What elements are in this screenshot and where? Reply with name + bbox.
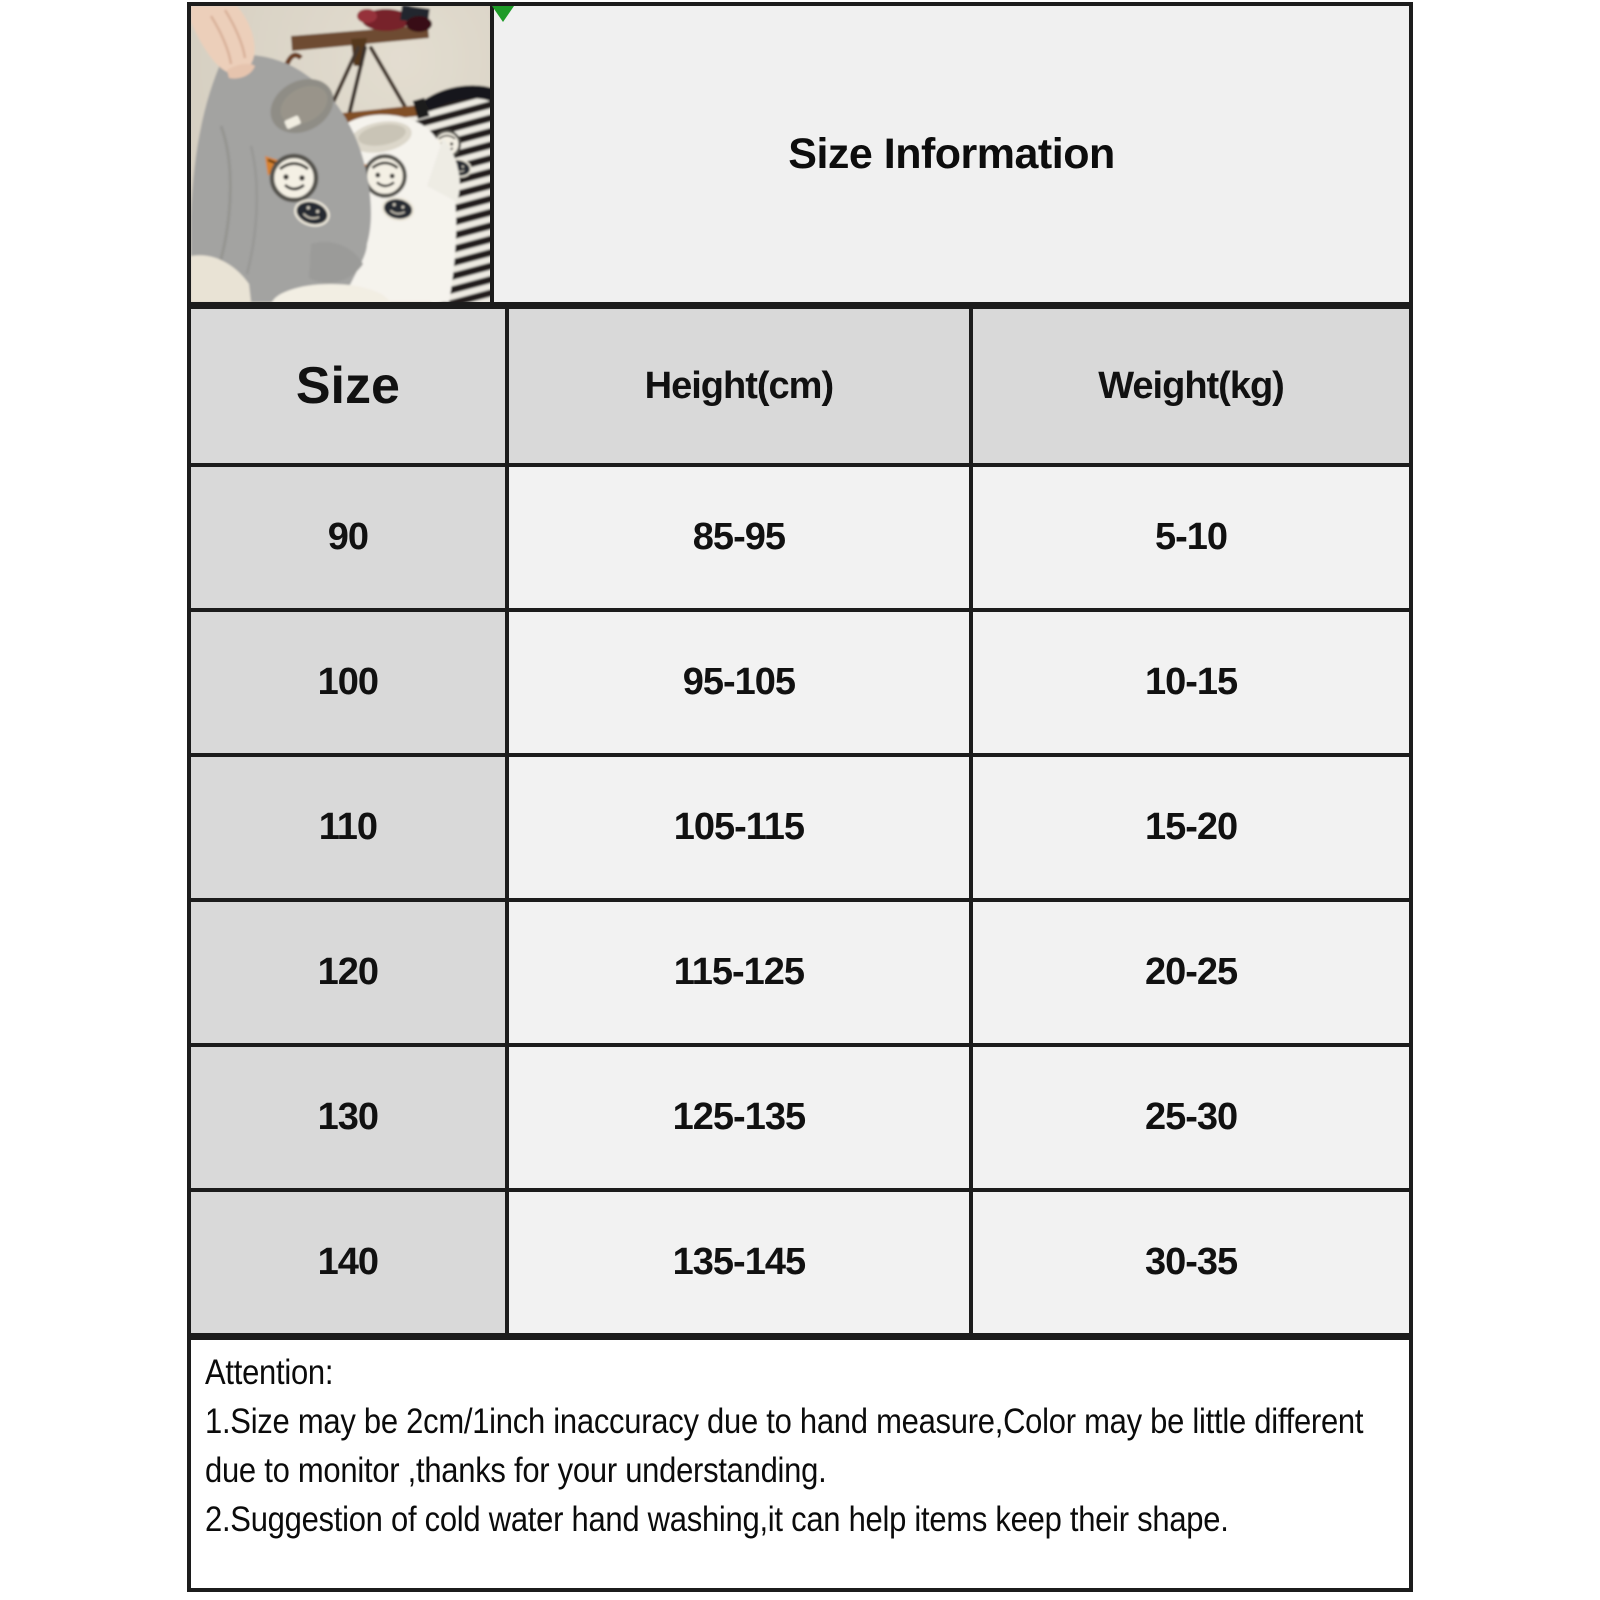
attention-note: 1.Size may be 2cm/1inch inaccuracy due to hand measure,Color may be little different due to monitor ,thanks for your understanding.: [205, 1402, 1364, 1490]
height-cell: 125-135: [507, 1045, 971, 1190]
size-cell: 120: [189, 900, 507, 1045]
table-row: [189, 1190, 1411, 1335]
weight-cell: 20-25: [971, 900, 1411, 1045]
size-cell: 110: [189, 755, 507, 900]
height-cell: 95-105: [507, 610, 971, 755]
weight-cell: 5-10: [971, 465, 1411, 610]
attention-note: 2.Suggestion of cold water hand washing,it can help items keep their shape.: [205, 1500, 1229, 1539]
col-header-height: Height(cm): [507, 307, 971, 465]
table-row: [189, 1045, 1411, 1190]
col-header-size: Size: [189, 307, 507, 465]
size-cell: 90: [189, 465, 507, 610]
product-photo: [191, 6, 494, 302]
product-photo-illustration: [191, 6, 490, 302]
table-row: [189, 900, 1411, 1045]
weight-cell: 30-35: [971, 1190, 1411, 1335]
size-chart-sheet: [187, 2, 1413, 1592]
size-cell: 140: [189, 1190, 507, 1335]
attention-heading: Attention:: [205, 1353, 334, 1392]
table-row: [189, 465, 1411, 610]
table-header-row: [189, 307, 1411, 465]
weight-cell: 25-30: [971, 1045, 1411, 1190]
page-title: Size Information: [788, 129, 1115, 178]
height-cell: 115-125: [507, 900, 971, 1045]
green-corner-flag-icon: [492, 6, 514, 22]
weight-cell: 10-15: [971, 610, 1411, 755]
height-cell: 135-145: [507, 1190, 971, 1335]
table-row: [189, 610, 1411, 755]
table-row: [189, 755, 1411, 900]
size-table: [187, 305, 1413, 1337]
height-cell: 85-95: [507, 465, 971, 610]
attention-section: [187, 1336, 1413, 1592]
weight-cell: 15-20: [971, 755, 1411, 900]
size-cell: 100: [189, 610, 507, 755]
height-cell: 105-115: [507, 755, 971, 900]
header-section: [187, 2, 1413, 306]
col-header-weight: Weight(kg): [971, 307, 1411, 465]
title-cell: [494, 6, 1409, 302]
size-cell: 130: [189, 1045, 507, 1190]
